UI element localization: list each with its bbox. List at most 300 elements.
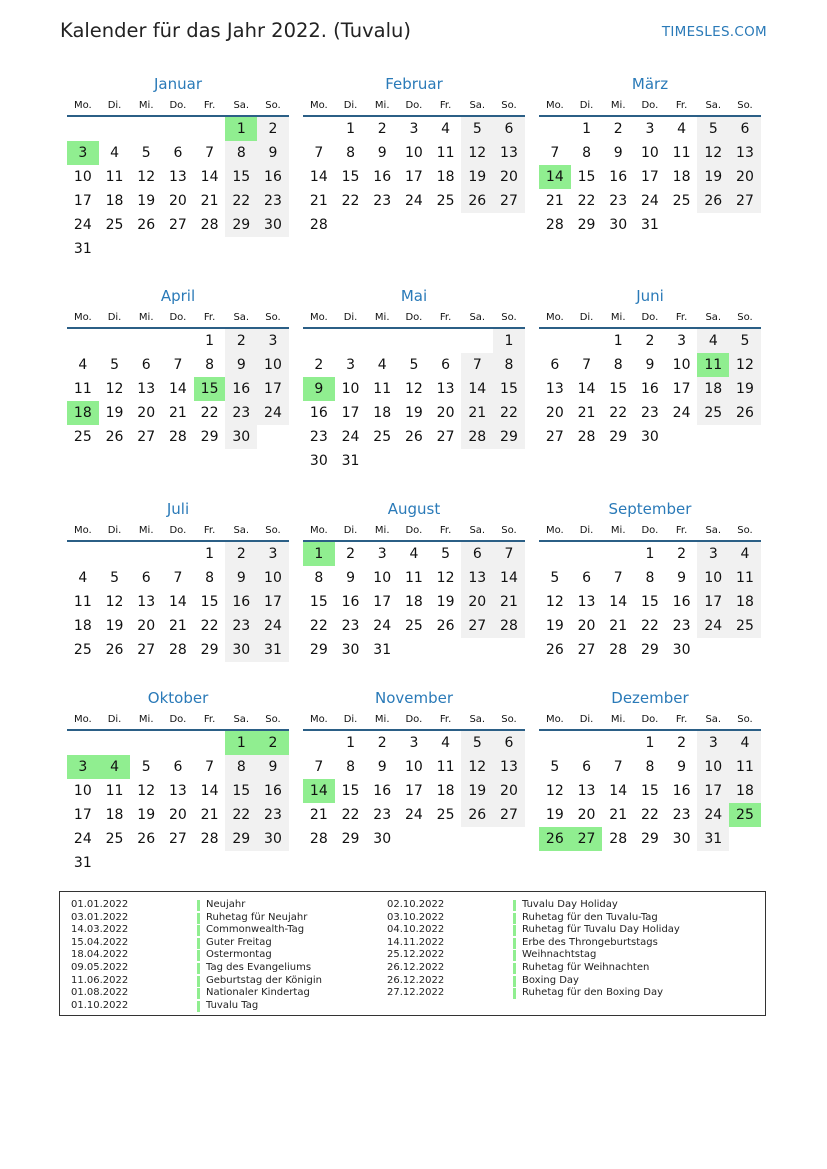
day-cell: 11: [105, 169, 124, 185]
week-row: [303, 425, 525, 449]
legend-entry: [387, 937, 680, 950]
day-cell: 22: [341, 807, 360, 823]
empty-cell: [303, 329, 335, 353]
day-cell: 14: [303, 779, 335, 803]
day-cell: 4: [697, 329, 729, 353]
day-cell: 27: [545, 429, 564, 445]
holiday-color-marker: [513, 988, 516, 999]
day-cell: 17: [73, 193, 92, 209]
day-cell: 8: [645, 570, 655, 586]
empty-cell: [67, 117, 99, 141]
weekday-label: Mi.: [138, 714, 154, 725]
day-cell: 2: [377, 735, 387, 751]
day-cell: 31: [341, 453, 360, 469]
weekday-label: Fr.: [439, 100, 452, 111]
day-cell: 16: [341, 594, 360, 610]
day-cell: 2: [257, 731, 289, 755]
legend-date: 11.06.2022: [71, 974, 129, 986]
empty-cell: [729, 638, 761, 662]
day-cell: 25: [373, 429, 392, 445]
day-cell: 12: [545, 594, 564, 610]
weekday-label: Fr.: [675, 714, 688, 725]
weekday-label: So.: [265, 312, 281, 323]
day-cell: 15: [225, 165, 257, 189]
day-cell: 29: [200, 429, 219, 445]
day-cell: 30: [225, 425, 257, 449]
day-cell: 27: [168, 831, 187, 847]
day-cell: 23: [257, 189, 289, 213]
empty-cell: [493, 638, 525, 662]
empty-cell: [461, 827, 493, 851]
day-cell: 8: [205, 570, 215, 586]
day-cell: 8: [225, 141, 257, 165]
day-cell: 13: [168, 169, 187, 185]
day-cell: 1: [205, 546, 215, 562]
week-row: [67, 141, 289, 165]
day-cell: 20: [729, 165, 761, 189]
day-cell: 21: [461, 401, 493, 425]
week-row: [67, 566, 289, 590]
weekday-header: [67, 309, 289, 329]
day-cell: 20: [545, 405, 564, 421]
day-cell: 21: [309, 807, 328, 823]
day-cell: 14: [577, 381, 596, 397]
day-cell: 24: [404, 807, 423, 823]
month-8: [303, 496, 525, 662]
day-cell: 10: [257, 566, 289, 590]
day-cell: 16: [609, 169, 628, 185]
empty-cell: [99, 329, 131, 353]
day-cell: 13: [436, 381, 455, 397]
day-cell: 7: [314, 145, 324, 161]
weekday-label: Do.: [405, 714, 423, 725]
weekday-label: Mi.: [138, 312, 154, 323]
day-cell: 19: [436, 594, 455, 610]
day-cell: 6: [441, 357, 451, 373]
day-cell: 7: [173, 357, 183, 373]
day-cell: 10: [373, 570, 392, 586]
day-cell: 16: [373, 169, 392, 185]
day-cell: 28: [168, 429, 187, 445]
day-cell: 9: [377, 759, 387, 775]
weekday-label: Sa.: [233, 714, 250, 725]
day-cell: 24: [73, 831, 92, 847]
weekday-label: Fr.: [203, 714, 216, 725]
day-cell: 2: [225, 542, 257, 566]
day-cell: 16: [640, 381, 659, 397]
day-cell: 5: [550, 759, 560, 775]
legend-entry: [387, 975, 680, 988]
day-cell: 6: [141, 357, 151, 373]
week-row: [303, 141, 525, 165]
day-cell: 11: [373, 381, 392, 397]
legend-entry: [387, 912, 680, 925]
day-cell: 16: [672, 783, 691, 799]
day-cell: 26: [137, 831, 156, 847]
empty-cell: [130, 542, 162, 566]
day-cell: 27: [168, 217, 187, 233]
day-cell: 7: [582, 357, 591, 373]
week-row: [303, 779, 525, 803]
day-cell: 1: [303, 542, 335, 566]
day-cell: 2: [677, 735, 687, 751]
holiday-color-marker: [197, 900, 200, 911]
empty-cell: [225, 237, 257, 261]
weekday-label: Mo.: [545, 714, 564, 725]
weekday-label: Fr.: [675, 100, 688, 111]
weekday-label: Mi.: [138, 100, 154, 111]
holiday-color-marker: [197, 976, 200, 987]
day-cell: 26: [137, 217, 156, 233]
legend-date: 03.01.2022: [71, 911, 129, 923]
weekday-label: Do.: [641, 714, 659, 725]
day-cell: 1: [346, 735, 355, 751]
day-cell: 1: [613, 333, 623, 349]
legend-date: 18.04.2022: [71, 949, 129, 961]
week-row: [303, 638, 525, 662]
day-cell: 7: [205, 145, 215, 161]
day-cell: 3: [377, 546, 387, 562]
weekday-label: Do.: [641, 100, 659, 111]
weekday-label: Di.: [579, 312, 594, 323]
week-row: [539, 755, 761, 779]
day-cell: 11: [436, 759, 455, 775]
month-title: März: [631, 75, 669, 93]
day-cell: 28: [200, 831, 219, 847]
holiday-color-marker: [513, 913, 516, 924]
day-cell: 24: [341, 429, 360, 445]
weekday-label: So.: [501, 312, 517, 323]
weekday-label: Fr.: [203, 100, 216, 111]
holiday-color-marker: [513, 925, 516, 936]
holiday-color-marker: [197, 988, 200, 999]
month-title: Februar: [385, 75, 443, 93]
day-cell: 27: [436, 429, 455, 445]
day-cell: 19: [729, 377, 761, 401]
legend-column-left: [71, 899, 322, 1012]
weekday-label: Di.: [343, 714, 358, 725]
day-cell: 30: [373, 831, 392, 847]
empty-cell: [130, 329, 162, 353]
day-cell: 29: [200, 642, 219, 658]
empty-cell: [99, 542, 131, 566]
weekday-label: Sa.: [469, 525, 486, 536]
day-cell: 22: [609, 405, 628, 421]
day-cell: 12: [545, 783, 564, 799]
day-cell: 13: [137, 594, 156, 610]
day-cell: 19: [461, 165, 493, 189]
weekday-header: [303, 711, 525, 731]
day-cell: 25: [73, 642, 92, 658]
legend-holiday-name: Tuvalu Day Holiday: [522, 899, 618, 910]
holiday-color-marker: [197, 925, 200, 936]
day-cell: 5: [110, 357, 119, 373]
day-cell: 10: [73, 783, 92, 799]
day-cell: 19: [461, 779, 493, 803]
weekday-label: So.: [501, 525, 517, 536]
legend-entry: [387, 987, 680, 1000]
empty-cell: [539, 731, 571, 755]
day-cell: 17: [697, 590, 729, 614]
day-cell: 15: [640, 783, 659, 799]
legend-entry: [71, 949, 322, 962]
day-cell: 30: [257, 827, 289, 851]
day-cell: 29: [609, 429, 628, 445]
day-cell: 7: [205, 759, 215, 775]
day-cell: 18: [436, 783, 455, 799]
empty-cell: [430, 213, 462, 237]
day-cell: 26: [461, 189, 493, 213]
empty-cell: [257, 425, 289, 449]
day-cell: 20: [137, 405, 156, 421]
weekday-label: Fr.: [439, 714, 452, 725]
weekday-label: Sa.: [233, 525, 250, 536]
month-title: Dezember: [611, 689, 689, 707]
holiday-color-marker: [513, 976, 516, 987]
week-row: [539, 803, 761, 827]
day-cell: 15: [225, 779, 257, 803]
day-cell: 22: [200, 618, 219, 634]
empty-cell: [697, 638, 729, 662]
legend-holiday-name: Ruhetag für den Tuvalu-Tag: [522, 911, 658, 923]
week-row: [67, 425, 289, 449]
empty-cell: [461, 449, 493, 473]
day-cell: 9: [677, 759, 687, 775]
week-row: [539, 614, 761, 638]
day-cell: 4: [99, 755, 131, 779]
legend-date: 25.12.2022: [387, 949, 445, 961]
day-cell: 3: [677, 333, 687, 349]
day-cell: 29: [640, 831, 659, 847]
day-cell: 22: [225, 803, 257, 827]
month-title: Juli: [166, 500, 190, 518]
holiday-color-marker: [197, 913, 200, 924]
day-cell: 28: [609, 831, 628, 847]
day-cell: 10: [404, 759, 423, 775]
empty-cell: [162, 117, 194, 141]
day-cell: 13: [577, 594, 596, 610]
day-cell: 18: [436, 169, 455, 185]
day-cell: 31: [73, 241, 92, 257]
day-cell: 21: [609, 807, 628, 823]
day-cell: 2: [645, 333, 655, 349]
day-cell: 18: [373, 405, 392, 421]
day-cell: 22: [640, 807, 659, 823]
day-cell: 30: [341, 642, 360, 658]
day-cell: 21: [168, 405, 187, 421]
empty-cell: [430, 329, 462, 353]
day-cell: 9: [225, 566, 257, 590]
empty-cell: [162, 542, 194, 566]
day-cell: 3: [409, 121, 419, 137]
day-cell: 1: [645, 735, 655, 751]
empty-cell: [493, 449, 525, 473]
empty-cell: [194, 237, 226, 261]
month-4: [67, 283, 289, 449]
day-cell: 4: [377, 357, 387, 373]
day-cell: 18: [67, 401, 99, 425]
day-cell: 8: [205, 357, 215, 373]
day-cell: 25: [436, 193, 455, 209]
day-cell: 2: [257, 117, 289, 141]
weekday-header: [303, 309, 525, 329]
day-cell: 14: [309, 169, 328, 185]
empty-cell: [366, 213, 398, 237]
weekday-label: Sa.: [705, 312, 722, 323]
weekday-label: Sa.: [469, 312, 486, 323]
day-cell: 1: [225, 117, 257, 141]
day-cell: 11: [73, 594, 92, 610]
day-cell: 13: [493, 141, 525, 165]
legend-holiday-name: Ruhetag für Neujahr: [206, 911, 308, 923]
week-row: [539, 827, 761, 851]
weekday-label: Mi.: [374, 525, 390, 536]
day-cell: 13: [168, 783, 187, 799]
weekday-label: Sa.: [233, 312, 250, 323]
empty-cell: [697, 425, 729, 449]
empty-cell: [303, 117, 335, 141]
day-cell: 30: [225, 638, 257, 662]
week-row: [539, 779, 761, 803]
day-cell: 22: [225, 189, 257, 213]
legend-date: 26.12.2022: [387, 974, 445, 986]
day-cell: 26: [697, 189, 729, 213]
weekday-label: Do.: [405, 525, 423, 536]
weekday-label: Sa.: [705, 714, 722, 725]
week-row: [303, 353, 525, 377]
legend-entry: [71, 912, 322, 925]
empty-cell: [398, 329, 430, 353]
day-cell: 20: [168, 193, 187, 209]
day-cell: 29: [309, 642, 328, 658]
day-cell: 5: [697, 117, 729, 141]
empty-cell: [398, 638, 430, 662]
day-cell: 15: [493, 377, 525, 401]
empty-cell: [366, 449, 398, 473]
week-row: [303, 590, 525, 614]
day-cell: 15: [577, 169, 596, 185]
day-cell: 24: [257, 401, 289, 425]
week-row: [539, 542, 761, 566]
day-cell: 6: [582, 759, 591, 775]
week-row: [539, 165, 761, 189]
weekday-label: So.: [265, 100, 281, 111]
weekday-label: Di.: [107, 100, 122, 111]
empty-cell: [398, 827, 430, 851]
empty-cell: [194, 731, 226, 755]
day-cell: 10: [73, 169, 92, 185]
day-cell: 1: [493, 329, 525, 353]
month-title: Oktober: [147, 689, 209, 707]
weekday-label: Do.: [169, 525, 187, 536]
holiday-color-marker: [197, 938, 200, 949]
day-cell: 6: [493, 117, 525, 141]
day-cell: 11: [436, 145, 455, 161]
day-cell: 27: [577, 642, 596, 658]
day-cell: 11: [404, 570, 423, 586]
day-cell: 4: [729, 731, 761, 755]
weekday-label: Di.: [343, 100, 358, 111]
day-cell: 26: [436, 618, 455, 634]
day-cell: 24: [697, 614, 729, 638]
weekday-label: Sa.: [705, 100, 722, 111]
month-10: [67, 685, 289, 875]
weekday-label: Do.: [169, 714, 187, 725]
day-cell: 6: [729, 117, 761, 141]
legend-date: 02.10.2022: [387, 899, 445, 910]
day-cell: 3: [697, 542, 729, 566]
day-cell: 15: [309, 594, 328, 610]
month-5: [303, 283, 525, 473]
weekday-label: Mo.: [545, 525, 564, 536]
day-cell: 6: [493, 731, 525, 755]
legend-entry: [387, 924, 680, 937]
legend-date: 26.12.2022: [387, 961, 445, 973]
day-cell: 30: [672, 831, 691, 847]
day-cell: 31: [640, 217, 659, 233]
day-cell: 12: [461, 755, 493, 779]
day-cell: 25: [729, 803, 761, 827]
day-cell: 1: [645, 546, 655, 562]
legend-entry: [387, 962, 680, 975]
empty-cell: [303, 731, 335, 755]
weekday-label: Mi.: [610, 312, 626, 323]
day-cell: 18: [697, 377, 729, 401]
week-row: [539, 425, 761, 449]
holiday-color-marker: [197, 963, 200, 974]
weekday-label: Do.: [641, 525, 659, 536]
week-row: [539, 213, 761, 237]
day-cell: 12: [105, 594, 124, 610]
day-cell: 31: [697, 827, 729, 851]
day-cell: 13: [493, 755, 525, 779]
weekday-label: Mi.: [610, 525, 626, 536]
day-cell: 4: [409, 546, 419, 562]
weekday-label: Di.: [579, 100, 594, 111]
empty-cell: [729, 425, 761, 449]
week-row: [303, 542, 525, 566]
brand-link[interactable]: TIMESLES.COM: [661, 24, 767, 40]
day-cell: 2: [677, 546, 687, 562]
legend-date: 03.10.2022: [387, 911, 445, 923]
weekday-label: So.: [265, 714, 281, 725]
weekday-label: Mo.: [73, 312, 92, 323]
weekday-label: Di.: [579, 714, 594, 725]
day-cell: 9: [377, 145, 387, 161]
holiday-color-marker: [513, 938, 516, 949]
legend-date: 04.10.2022: [387, 924, 445, 936]
day-cell: 19: [137, 193, 156, 209]
day-cell: 6: [461, 542, 493, 566]
day-cell: 3: [67, 141, 99, 165]
week-row: [67, 542, 289, 566]
day-cell: 18: [73, 618, 92, 634]
legend-holiday-name: Guter Freitag: [206, 936, 272, 948]
month-12: [539, 685, 761, 851]
legend-holiday-name: Ruhetag für Tuvalu Day Holiday: [522, 924, 680, 936]
empty-cell: [335, 329, 367, 353]
empty-cell: [162, 329, 194, 353]
weekday-label: Fr.: [439, 525, 452, 536]
weekday-label: Fr.: [675, 525, 688, 536]
day-cell: 20: [168, 807, 187, 823]
week-row: [539, 377, 761, 401]
week-row: [539, 731, 761, 755]
weekday-label: Mo.: [73, 714, 92, 725]
day-cell: 12: [137, 169, 156, 185]
day-cell: 21: [200, 193, 219, 209]
day-cell: 26: [545, 642, 564, 658]
